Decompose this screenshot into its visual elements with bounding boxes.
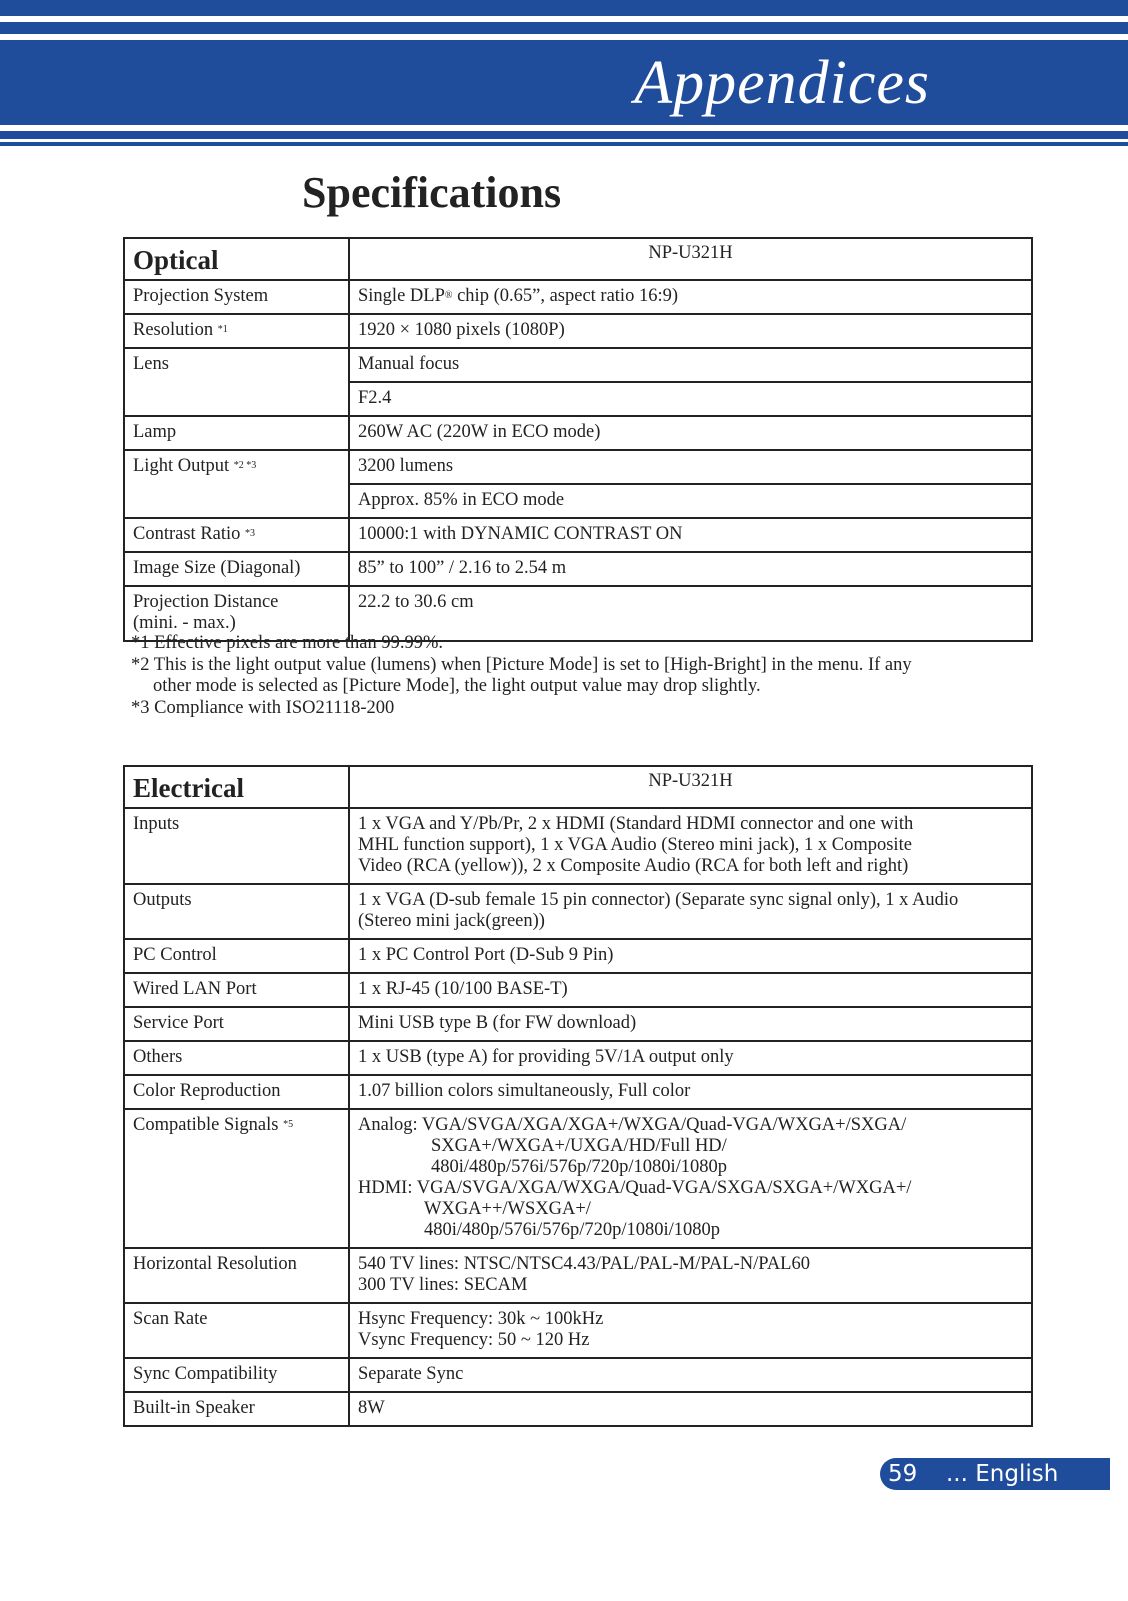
- value-line: 1 x VGA (D-sub female 15 pin connector) (Separate sync signal only), 1 x Audio: [358, 890, 959, 910]
- table-row: [124, 450, 1032, 484]
- value-text: Single DLP: [358, 286, 445, 306]
- optical-heading: Optical: [133, 245, 219, 275]
- table-row: [124, 1109, 1032, 1248]
- value-line: Vsync Frequency: 50 ~ 120 Hz: [358, 1330, 590, 1350]
- label-text: Light Output: [133, 456, 234, 476]
- value-text: chip (0.65”, aspect ratio 16:9): [452, 286, 678, 306]
- row-value: 3200 lumens: [349, 450, 1032, 484]
- label-text: Contrast Ratio: [133, 524, 246, 544]
- footnote: *1 Effective pixels are more than 99.99%.: [131, 633, 443, 653]
- footnote-continuation: other mode is selected as [Picture Mode], the light output value may drop slightly.: [153, 676, 761, 696]
- row-value: Manual focus: [349, 348, 1032, 382]
- row-label: Service Port: [124, 1007, 349, 1041]
- table-row: [124, 884, 1032, 939]
- value-line: 300 TV lines: SECAM: [358, 1275, 528, 1295]
- model-name: NP-U321H: [648, 243, 733, 263]
- row-value: 1920 × 1080 pixels (1080P): [349, 314, 1032, 348]
- row-label: [124, 450, 349, 518]
- model-name: NP-U321H: [648, 771, 733, 791]
- value-line: WXGA++/WSXGA+/: [424, 1199, 591, 1219]
- electrical-heading-cell: [124, 766, 349, 808]
- row-value: [349, 1109, 1032, 1248]
- label-line: (mini. - max.): [133, 613, 236, 633]
- footnote: *2 This is the light output value (lumens) when [Picture Mode] is set to [High-Bright] in the menu. If any: [131, 654, 912, 675]
- row-label: Inputs: [124, 808, 349, 884]
- table-row: [124, 1248, 1032, 1303]
- value-line: 1 x VGA and Y/Pb/Pr, 2 x HDMI (Standard HDMI connector and one with: [358, 814, 914, 834]
- value-line: 480i/480p/576i/576p/720p/1080i/1080p: [424, 1220, 721, 1240]
- row-label: Wired LAN Port: [124, 973, 349, 1007]
- value-line: (Stereo mini jack(green)): [358, 911, 545, 931]
- row-label: Lens: [124, 348, 349, 416]
- optical-spec-table: [123, 237, 1033, 642]
- row-label: Color Reproduction: [124, 1075, 349, 1109]
- row-label: [124, 518, 349, 552]
- table-row: [124, 552, 1032, 586]
- row-label: [124, 314, 349, 348]
- page-title: Specifications: [302, 168, 562, 217]
- footnote: *3 Compliance with ISO21118-200: [131, 697, 395, 718]
- registered-mark: ®: [444, 290, 453, 301]
- page-footer-badge: [880, 1458, 1110, 1490]
- row-label: [124, 1109, 349, 1248]
- row-value: 1.07 billion colors simultaneously, Full color: [349, 1075, 1032, 1109]
- header-banner: [0, 40, 1128, 125]
- table-row: [124, 314, 1032, 348]
- row-label: Outputs: [124, 884, 349, 939]
- value-line: SXGA+/WXGA+/UXGA/HD/Full HD/: [431, 1136, 727, 1156]
- language-label: ... English: [946, 1461, 1059, 1487]
- row-label: Image Size (Diagonal): [124, 552, 349, 586]
- value-line: MHL function support), 1 x VGA Audio (Stereo mini jack), 1 x Composite: [358, 835, 912, 855]
- row-value: 22.2 to 30.6 cm: [349, 586, 1032, 641]
- table-row: [124, 939, 1032, 973]
- row-value: Approx. 85% in ECO mode: [349, 484, 1032, 518]
- optical-heading-cell: [124, 238, 349, 280]
- footnote-ref: *5: [283, 1119, 294, 1130]
- header-stripe-top: [0, 0, 1128, 16]
- row-value: Mini USB type B (for FW download): [349, 1007, 1032, 1041]
- value-line: 540 TV lines: NTSC/NTSC4.43/PAL/PAL-M/PAL-N/PAL60: [358, 1254, 810, 1274]
- table-header-row: [124, 766, 1032, 808]
- label-text: Resolution: [133, 320, 218, 340]
- row-value: [349, 808, 1032, 884]
- table-row: [124, 1358, 1032, 1392]
- table-row: [124, 1075, 1032, 1109]
- table-row: [124, 280, 1032, 314]
- value-line: Hsync Frequency: 30k ~ 100kHz: [358, 1309, 604, 1329]
- table-row: [124, 1007, 1032, 1041]
- row-value: Separate Sync: [349, 1358, 1032, 1392]
- row-label: Lamp: [124, 416, 349, 450]
- row-value: [349, 884, 1032, 939]
- row-label: Built-in Speaker: [124, 1392, 349, 1426]
- row-value: 8W: [349, 1392, 1032, 1426]
- header-stripe-lower: [0, 131, 1128, 139]
- row-label: Sync Compatibility: [124, 1358, 349, 1392]
- table-row: [124, 808, 1032, 884]
- header-stripe-second: [0, 22, 1128, 34]
- row-value: [349, 1248, 1032, 1303]
- row-value: 260W AC (220W in ECO mode): [349, 416, 1032, 450]
- value-line: 480i/480p/576i/576p/720p/1080i/1080p: [431, 1157, 728, 1177]
- electrical-spec-table: [123, 765, 1033, 1427]
- row-value: [349, 1303, 1032, 1358]
- value-line: HDMI: VGA/SVGA/XGA/WXGA/Quad-VGA/SXGA/SXGA+/WXGA+/: [358, 1178, 912, 1198]
- table-row: [124, 348, 1032, 382]
- page-number: 59: [888, 1461, 918, 1487]
- section-title: Appendices: [634, 49, 930, 117]
- model-cell: [349, 766, 1032, 808]
- row-value: 1 x PC Control Port (D-Sub 9 Pin): [349, 939, 1032, 973]
- table-header-row: [124, 238, 1032, 280]
- row-value: 10000:1 with DYNAMIC CONTRAST ON: [349, 518, 1032, 552]
- footnote-ref: *1: [217, 324, 228, 335]
- footnote-ref: *3: [245, 528, 256, 539]
- row-value: 1 x USB (type A) for providing 5V/1A output only: [349, 1041, 1032, 1075]
- label-text: Compatible Signals: [133, 1115, 284, 1135]
- value-line: Analog: VGA/SVGA/XGA/XGA+/WXGA/Quad-VGA/WXGA+/SXGA/: [358, 1115, 907, 1135]
- row-value: [349, 280, 1032, 314]
- table-row: [124, 1041, 1032, 1075]
- label-line: Projection Distance: [133, 592, 279, 612]
- footnote-ref: *2 *3: [233, 460, 257, 471]
- table-row: [124, 1392, 1032, 1426]
- row-label: Projection System: [124, 280, 349, 314]
- row-value: 85” to 100” / 2.16 to 2.54 m: [349, 552, 1032, 586]
- table-row: [124, 416, 1032, 450]
- model-cell: [349, 238, 1032, 280]
- electrical-heading: Electrical: [133, 773, 244, 803]
- table-row: [124, 973, 1032, 1007]
- table-row: [124, 518, 1032, 552]
- table-row: [124, 1303, 1032, 1358]
- footnotes: [131, 633, 1031, 719]
- row-label: Others: [124, 1041, 349, 1075]
- value-line: Video (RCA (yellow)), 2 x Composite Audio (RCA for both left and right): [358, 856, 909, 876]
- header-stripe-bottom: [0, 142, 1128, 146]
- row-label: Horizontal Resolution: [124, 1248, 349, 1303]
- row-value: F2.4: [349, 382, 1032, 416]
- row-label: PC Control: [124, 939, 349, 973]
- row-label: Scan Rate: [124, 1303, 349, 1358]
- row-value: 1 x RJ-45 (10/100 BASE-T): [349, 973, 1032, 1007]
